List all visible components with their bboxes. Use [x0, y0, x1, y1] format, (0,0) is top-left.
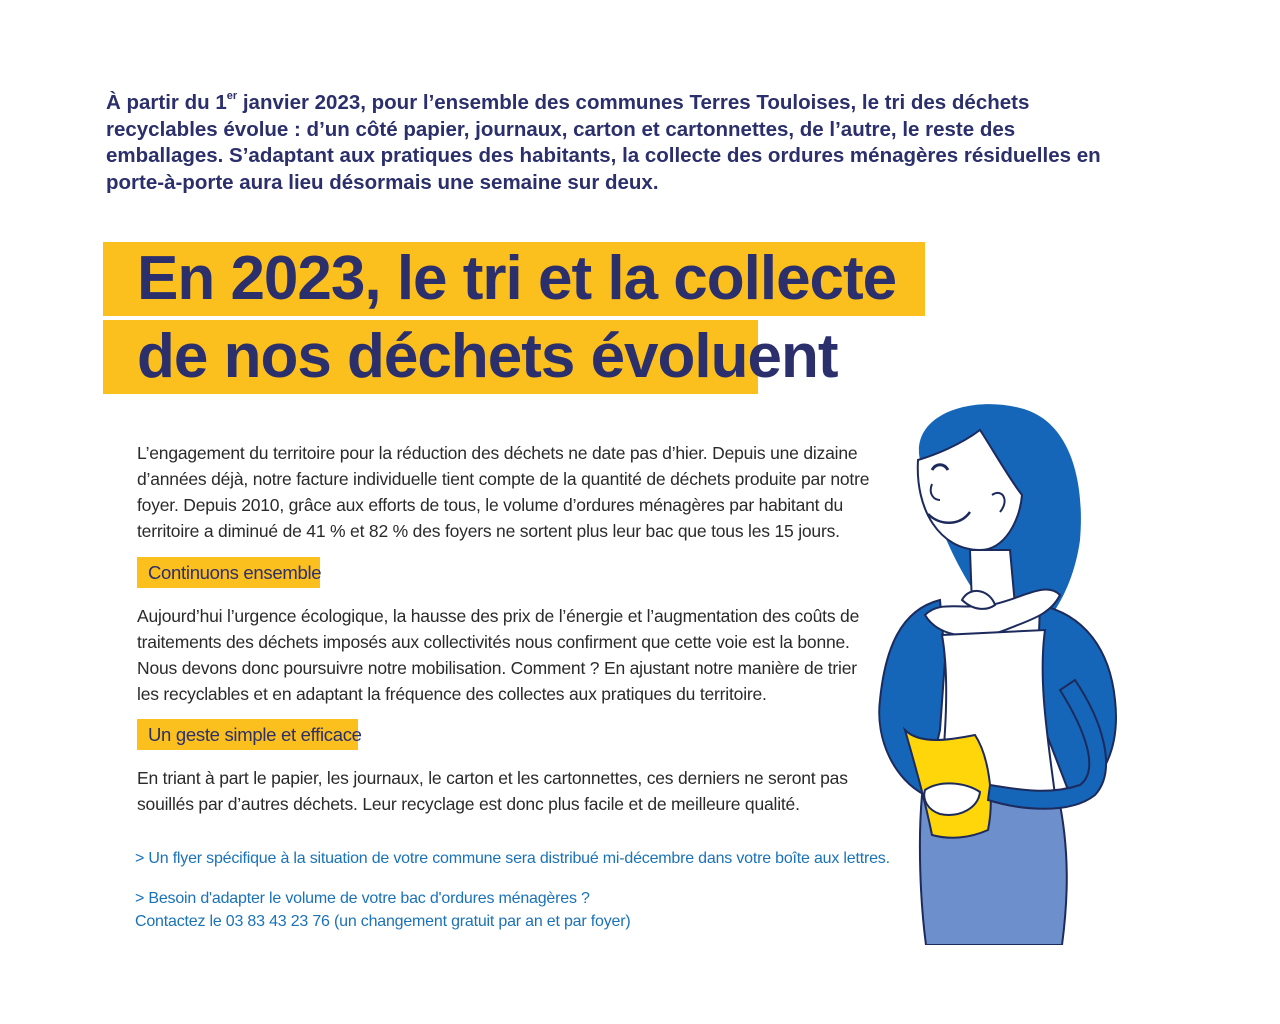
contact-note-line-1: > Besoin d'adapter le volume de votre bac d'ordures ménagères ?	[135, 890, 590, 907]
woman-holding-paper-icon	[870, 400, 1120, 945]
intro-paragraph	[106, 90, 1136, 196]
flyer-note: > Un flyer spécifique à la situation de votre commune sera distribué mi-décembre dans votre boîte aux lettres.	[135, 850, 890, 867]
headline-line-2: de nos déchets évoluent	[103, 320, 758, 394]
body-paragraph-1: L’engagement du territoire pour la réduction des déchets ne date pas d’hier. Depuis une dizaine d’années déjà, notre facture individuelle tient compte de la quantité de déchets produite par notre foyer. Depuis 2010, grâce aux efforts de tous, le volume d’ordures ménagères par habitant du territoire a diminué de 41 % et 82 % des foyers ne sortent plus leur bac que tous les 15 jours.	[137, 443, 870, 541]
headline-line-1: En 2023, le tri et la collecte	[103, 242, 925, 316]
body-paragraph-3: En triant à part le papier, les journaux, le carton et les cartonnettes, ces derniers ne seront pas souillés par d’autres déchets. Leur recyclage est donc plus facile et de meilleure qualité.	[137, 768, 848, 814]
contact-note-line-2: Contactez le 03 83 43 23 76 (un changement gratuit par an et par foyer)	[135, 913, 631, 930]
intro-text-start: À partir du 1	[106, 91, 227, 114]
contact-note	[135, 887, 895, 933]
body-paragraph-2: Aujourd’hui l’urgence écologique, la hausse des prix de l’énergie et l’augmentation des coûts de traitements des déchets imposés aux collectivités nous confirment que cette voie est la bonne. Nous devons donc poursuivre notre mobilisation. Comment ? En ajustant notre manière de trier les recyclables et en adaptant la fréquence des collectes aux pratiques du territoire.	[137, 606, 860, 704]
intro-text-rest: janvier 2023, pour l’ensemble des communes Terres Touloises, le tri des déchets recyclables évolue : d’un côté papier, journaux, carton et cartonnettes, de l’autre, le reste des emballages. S’adaptant aux pratiques des habitants, la collecte des ordures ménagères résiduelles en porte-à-porte aura lieu désormais une semaine sur deux.	[106, 91, 1101, 194]
subheading-geste: Un geste simple et efficace	[137, 719, 358, 750]
intro-superscript: er	[226, 90, 238, 103]
subheading-continuons: Continuons ensemble	[137, 557, 320, 588]
